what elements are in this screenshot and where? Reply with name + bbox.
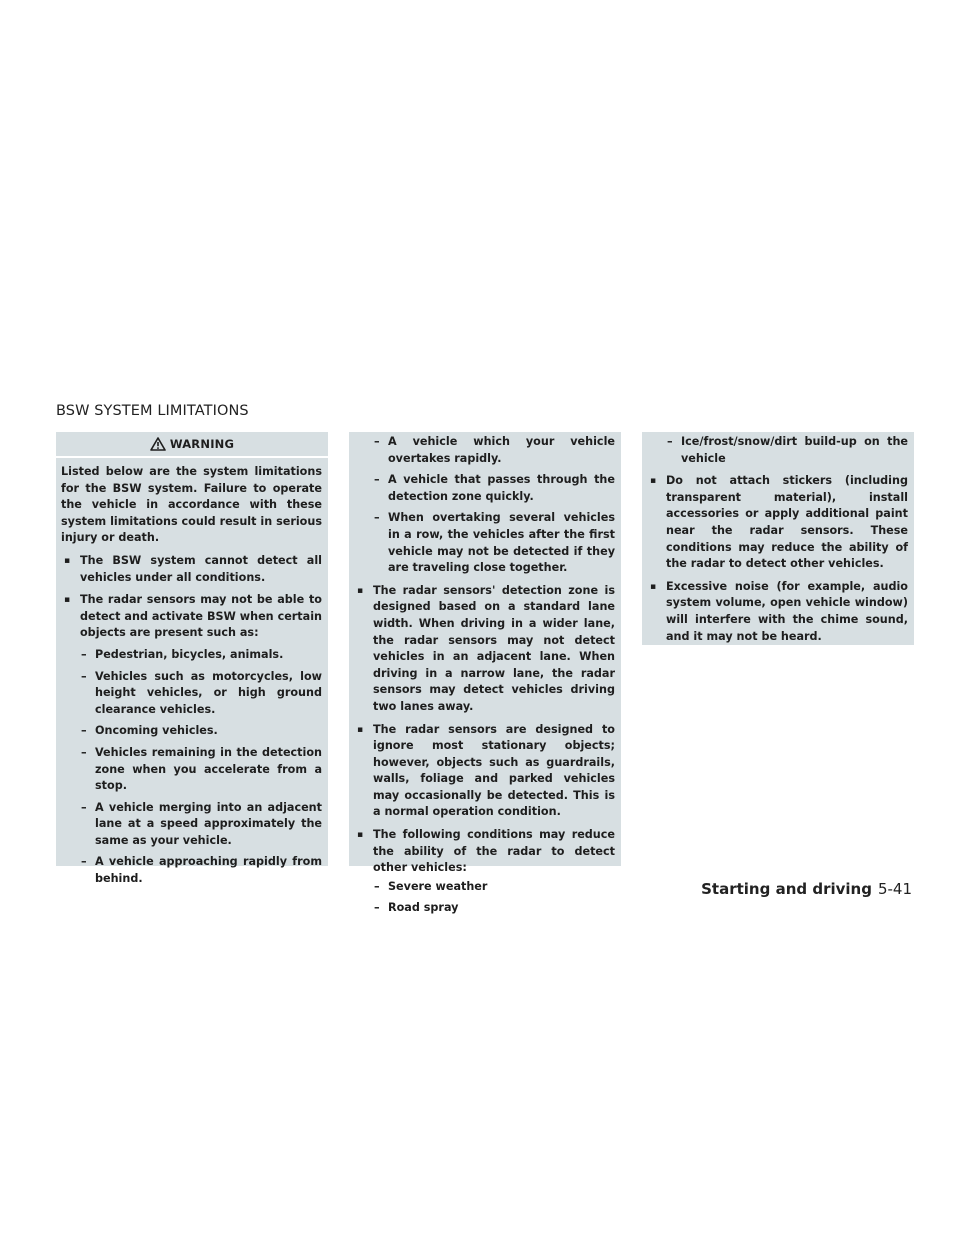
bullet-item: ▪ The radar sensors are designed to ignore most stationary objects; however, objects such as guardrails, walls, foliage and parked vehicles may occasionally be detected. This is a normal operation condition. — [354, 722, 615, 822]
warning-panel-col1 — [56, 432, 328, 886]
dash-item: – When overtaking several vehicles in a row, the vehicles after the first vehicle may not be detected if they are traveling close together. — [354, 510, 615, 576]
dash-item: – A vehicle that passes through the detection zone quickly. — [354, 472, 615, 505]
dash-item: – Ice/frost/snow/dirt build-up on the vehicle — [647, 434, 908, 467]
dash-item: – Road spray — [354, 900, 615, 917]
dash-item: – A vehicle merging into an adjacent lane at a speed approximately the same as your vehicle. — [61, 800, 322, 850]
dash-item: – A vehicle approaching rapidly from behind. — [61, 854, 322, 887]
chapter-label: Starting and driving — [701, 880, 872, 898]
warning-triangle-icon — [150, 437, 166, 451]
warning-label: WARNING — [169, 437, 235, 451]
bullet-item: ▪ The BSW system cannot detect all vehicles under all conditions. — [61, 553, 322, 586]
section-title: BSW SYSTEM LIMITATIONS — [56, 403, 249, 419]
dash-item: – Severe weather — [354, 879, 615, 896]
dash-item: – Vehicles such as motorcycles, low height vehicles, or high ground clearance vehicles. — [61, 669, 322, 719]
warning-panel-col3 — [642, 432, 914, 645]
bullet-item: ▪ Excessive noise (for example, audio system volume, open vehicle window) will interfere with the chime sound, and it may not be heard. — [647, 579, 908, 645]
page-number: 5-41 — [877, 880, 912, 898]
warning-header — [56, 432, 328, 458]
warning-panel-col2 — [349, 432, 621, 915]
dash-item: – Oncoming vehicles. — [61, 723, 322, 740]
bullet-item: ▪ The radar sensors' detection zone is designed based on a standard lane width. When driving in a wider lane, the radar sensors may not detect vehicles in an adjacent lane. When driving in a narrow lane, the radar sensors may detect vehicles driving two lanes away. — [354, 583, 615, 716]
dash-item: – Vehicles remaining in the detection zone when you accelerate from a stop. — [61, 745, 322, 795]
warning-intro: Listed below are the system limitations for the BSW system. Failure to operate the vehicle in accordance with these system limitations could result in serious injury or death. — [61, 465, 322, 545]
dash-item: – A vehicle which your vehicle overtakes rapidly. — [354, 434, 615, 467]
bullet-item: ▪ The radar sensors may not be able to detect and activate BSW when certain objects are present such as: — [61, 592, 322, 642]
bullet-item: ▪ Do not attach stickers (including transparent material), install accessories or apply additional paint near the radar sensors. These conditions may reduce the ability of the radar to detect other vehicles. — [647, 473, 908, 573]
page-footer — [701, 880, 912, 898]
dash-item: – Pedestrian, bicycles, animals. — [61, 647, 322, 664]
bullet-item: ▪ The following conditions may reduce the ability of the radar to detect other vehicles: — [354, 827, 615, 877]
